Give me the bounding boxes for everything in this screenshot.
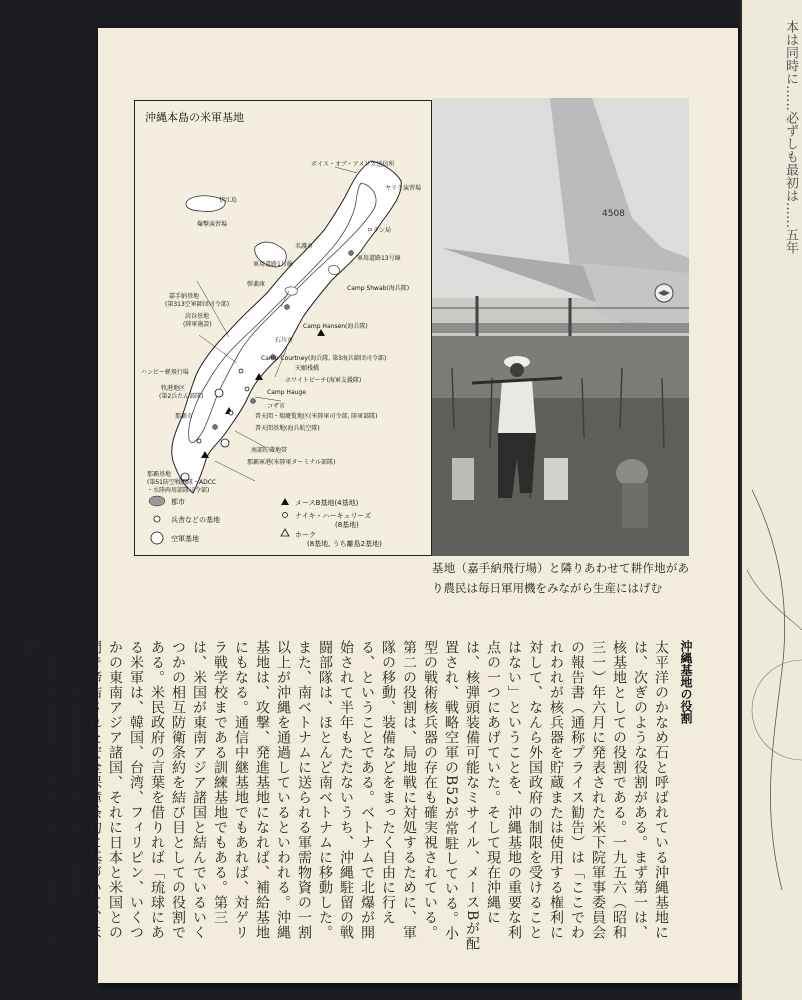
legend-nike: ナイキ・ハーキュリーズ: [295, 512, 372, 520]
map-title: 沖縄本島の米軍基地: [145, 111, 244, 124]
map-label-habi: ハンビー軽飛行場: [141, 369, 189, 376]
map-label-nanbu: 南部貯蔵地帯: [251, 447, 288, 454]
legend-airbase: 空軍基地: [171, 535, 199, 543]
map-label-voa: ボイス・オブ・アメリカ送信所: [311, 161, 395, 168]
map-label-kadena-base: 嘉手納基地: [169, 293, 200, 300]
map-label-naha-base-sub1: (第51防空戦闘隊・ADCC: [147, 479, 217, 486]
map-label-hauge: Camp Hauge: [267, 389, 306, 396]
legend-hawk: ホーク: [295, 531, 316, 539]
map-label-naha-base-sub2: ・水陸両用部隊司令部): [147, 487, 210, 494]
section-heading: 沖縄基地の役割: [679, 640, 693, 724]
map-label-tengan: 天願桟橋: [295, 365, 320, 372]
map-label-sentoku1: 軍用道路1号線: [253, 261, 293, 268]
legend-nike-sub: (8基地): [335, 521, 359, 529]
map-label-chibana-sub: (陸軍施設): [183, 321, 212, 328]
legend-hawk-sub: (8基地, うち離島2基地): [307, 540, 382, 548]
map-label-chibana: 読谷基地: [185, 313, 210, 320]
base-map-figure: [134, 100, 432, 556]
adjacent-page-text: 本は同時に……必ずしも最初は……五年: [783, 20, 798, 254]
map-label-schwab: Camp Shwab(海兵隊): [347, 285, 410, 292]
map-label-yaha: ヤリラ演習場: [385, 185, 422, 192]
map-label-ishikawa: 石川市: [275, 337, 294, 344]
map-label-iejima: 伊江島: [219, 197, 238, 204]
map-label-naha: 那覇市: [175, 413, 194, 420]
map-label-nago: 名護市: [295, 243, 314, 250]
map-label-koza: コザ市: [267, 403, 286, 410]
map-label-makiminato: 牧港地区: [161, 385, 186, 392]
legend-city: 都市: [171, 498, 185, 506]
map-label-bakudan: 弾薬庫: [247, 281, 266, 288]
map-label-sentoku13: 軍用道路13号線: [357, 255, 401, 262]
body-text: 太平洋のかなめ石と呼ばれている沖縄基地には、次ぎのような役割がある。まず第一は、核基地としての役割である。一九五六（昭和三一）年六月に発表された米下院軍事委員会の報告書（通称プライス勧告）は「ここでわれわれが核兵器を貯蔵または使用する権利に対して、なんら外国政府の制限を受けることはない」ということを、沖縄基地の重要な利点の一つにあげていた。そして現在沖縄には、核弾頭装備可能なミサイル、メースBが配置され、戦略空軍のB52が常駐している。小型の戦術核兵器の存在も確実視されている。第二の役割は、局地戦に対処するために、軍隊の移動、装備などをまったく自由に行える、ということである。ベトナムで北爆が開始されて半年もたたないうち、沖縄駐留の戦闘部隊は、ほとんど南ベトナムに移動した。また、南ベトナムに送られる軍需物資の一割以上が沖縄を通過しているといわれる。沖縄基地は、攻撃、発進基地になれば、補給基地にもなる。通信中継基地でもあれば、対ゲリラ戦学校まである訓練基地でもある。第三は、米国が東南アジア諸国と結んでいるいくつかの相互防衛条約を結び目としての役割である。米民政府の言葉を借りれば「琉球にある米軍は、韓国、台湾、フィリピン、いくつかの東南アジア諸国、それに日本と米国との間で締結された安全保障条約に基づいて、ほとんど西太平洋全域にわたっての防衛について援助する用意ができている」のである。（新崎）: [23, 640, 669, 952]
map-label-naha-port: 那覇軍港(米陸軍ターミナル部隊): [247, 459, 336, 466]
map-label-bakugeki: 爆撃演習場: [197, 221, 228, 228]
aircraft-tail-number: 4508: [602, 209, 625, 219]
map-label-futenma1: 普天間・瑞慶覧地区(米陸軍司令部, 陸軍部隊): [255, 413, 378, 420]
map-label-kadena-sub: (第313空軍師団司令部): [165, 301, 230, 308]
legend-barracks: 兵舎などの基地: [171, 516, 220, 524]
map-label-naha-base: 那覇基地: [147, 471, 172, 478]
map-label-courtney: Camp Courtney(海兵隊, 第3海兵師団司令部): [261, 355, 387, 362]
map-label-loran: ロラン局: [367, 227, 392, 234]
map-label-hansen: Camp Hansen(海兵隊): [303, 323, 368, 330]
map-label-whitebeach: ホワイトビーチ(海軍支援隊): [285, 377, 362, 384]
map-label-futenma2: 普天間基地(海兵航空隊): [255, 425, 320, 432]
adjacent-page-edge: [740, 0, 802, 1000]
adjacent-page-map-fragment: [742, 470, 802, 950]
airfield-farmer-photo: [432, 98, 689, 556]
photo-caption: 基地（嘉手納飛行場）と隣りあわせて耕作地があり農民は毎日軍用機をみながら生産にはげむ: [432, 561, 689, 595]
book-page: [23, 28, 738, 983]
legend-mace: メースB基地(4基地): [295, 499, 359, 507]
map-label-makiminato-sub: (第2兵たん部隊): [159, 393, 204, 400]
